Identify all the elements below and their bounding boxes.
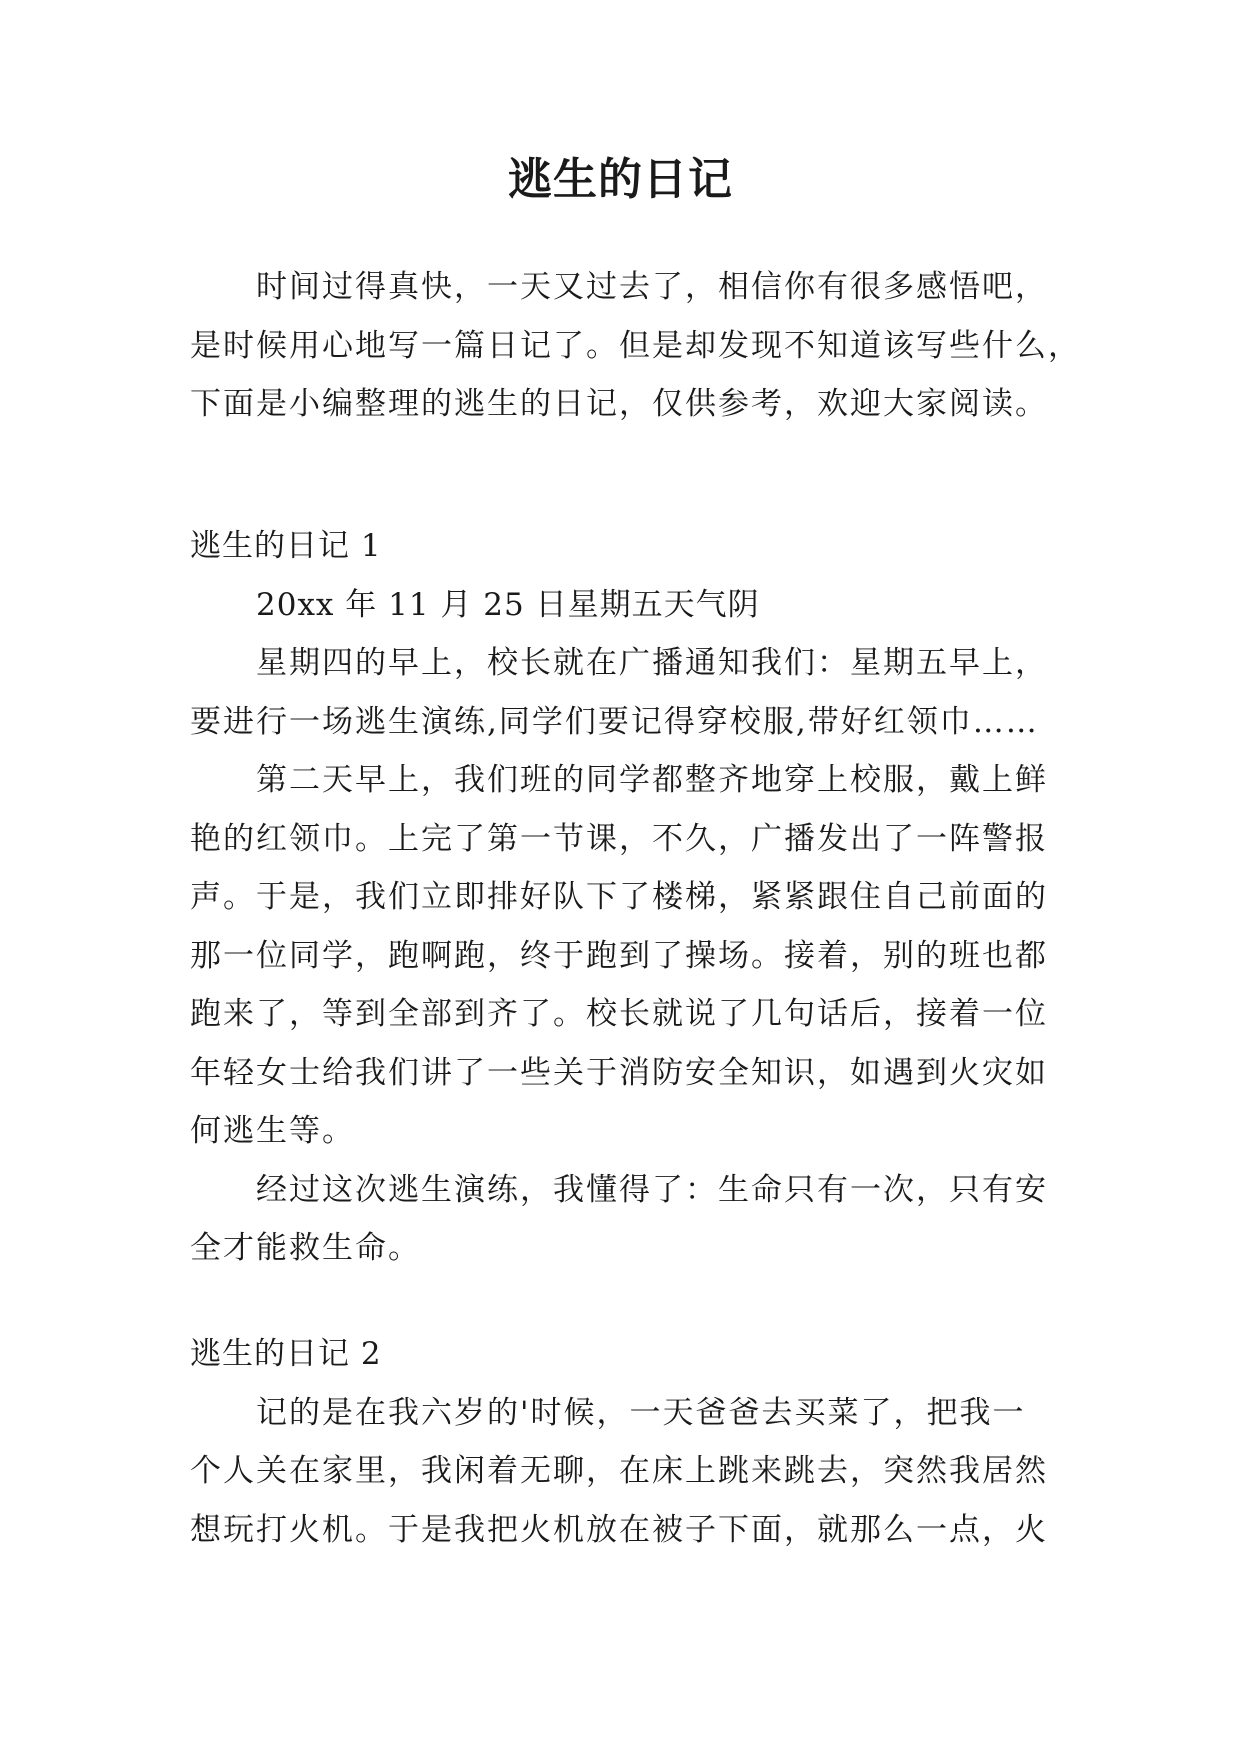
entry1-p1-line: 要进行一场逃生演练,同学们要记得穿校服,带好红领巾…… (190, 703, 1039, 740)
entry1-date-line: 20xx 年 11 月 25 日星期五天气阴 (256, 586, 760, 623)
entry1-p3-line: 全才能救生命。 (190, 1230, 421, 1266)
intro-paragraph (190, 258, 1081, 434)
entry1-p2-line: 何逃生等。 (190, 1113, 355, 1149)
entry1-p2-line: 第二天早上，我们班的同学都整齐地穿上校服，戴上鲜 (256, 762, 1048, 798)
entry2-heading: 逃生的日记 2 (190, 1336, 382, 1372)
entry1-p2-line: 那一位同学，跑啊跑，终于跑到了操场。接着，别的班也都 (190, 937, 1048, 974)
entry1-heading: 逃生的日记 1 (190, 528, 382, 564)
entry1-p1-line: 星期四的早上，校长就在广播通知我们：星期五早上， (256, 645, 1048, 681)
intro-line: 是时候用心地写一篇日记了。但是却发现不知道该写些什么， (190, 327, 1081, 364)
entry1-p2-line: 声。于是，我们立即排好队下了楼梯，紧紧跟住自己前面的 (190, 879, 1048, 915)
document-title: 逃生的日记 (508, 154, 733, 205)
intro-line: 下面是小编整理的逃生的日记，仅供参考，欢迎大家阅读。 (190, 386, 1048, 422)
entry1-p3-line: 经过这次逃生演练，我懂得了：生命只有一次，只有安 (256, 1171, 1048, 1208)
entry1-section (190, 517, 1075, 1278)
entry1-p2-line: 年轻女士给我们讲了一些关于消防安全知识，如遇到火灾如 (190, 1054, 1048, 1091)
intro-line: 时间过得真快，一天又过去了，相信你有很多感悟吧， (256, 269, 1048, 305)
entry1-p2-line: 跑来了，等到全部到齐了。校长就说了几句话后，接着一位 (190, 996, 1048, 1032)
entry2-section (190, 1325, 1075, 1559)
entry1-p2-line: 艳的红领巾。上完了第一节课，不久，广播发出了一阵警报 (190, 820, 1048, 857)
entry2-p1-line: 记的是在我六岁的'时候，一天爸爸去买菜了，把我一 (256, 1394, 1026, 1431)
entry2-p1-line: 想玩打火机。于是我把火机放在被子下面，就那么一点，火 (190, 1511, 1048, 1548)
entry2-p1-line: 个人关在家里，我闲着无聊，在床上跳来跳去，突然我居然 (190, 1453, 1048, 1489)
